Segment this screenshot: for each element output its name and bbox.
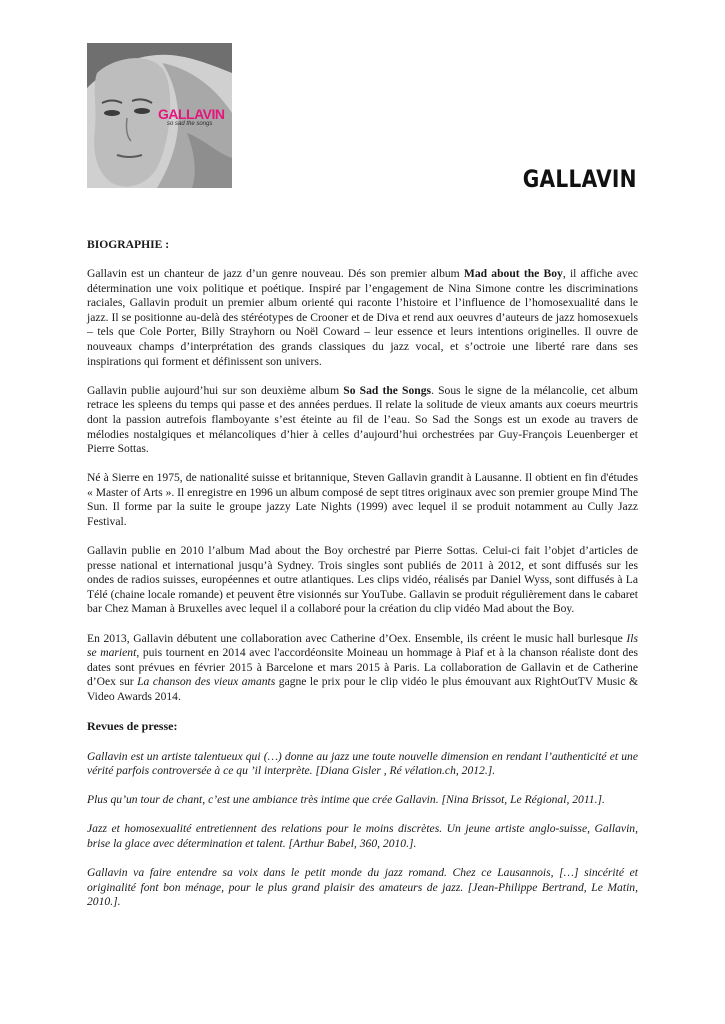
biography-paragraph-2 (87, 384, 638, 457)
biography-paragraph-3: Né à Sierre en 1975, de nationalité suisse et britannique, Steven Gallavin grandit à Lausanne. Il obtient en fin d'études « Master of Arts ». Il enregistre en 1996 un album composé de sept titres originaux avec son premier groupe Mind The Sun. Il forme par la suite le groupe jazzy Late Nights (1999) avec lequel il se produit notamment au Cully Jazz Festival. (87, 471, 638, 528)
biography-paragraph-5 (87, 632, 638, 705)
text-span: , puis tournent en 2014 avec l'accordéonsite Moineau un hommage à Piaf et à la chanson réaliste dont des dates sont prévues en février 2015 à Barcelone et mars 2015 à Paris. La collaboration de Gallavin et de Catherine d’Oex sur (87, 646, 639, 689)
text-span: En 2013, Gallavin débutent une collaboration avec Catherine d’Oex. Ensemble, ils créent le music hall burlesque (87, 631, 627, 645)
cover-title: GALLAVIN (158, 106, 225, 122)
cover-subtitle: so sad the songs (167, 121, 213, 127)
biography-paragraph-4: Gallavin publie en 2010 l’album Mad about the Boy orchestré par Pierre Sottas. Celui-ci fait l’objet d’articles de presse national et international jusqu’à Sydney. Trois singles sont publiés de 2011 à 2012, et sont diffusés sur les ondes de radios suisses, européennes et outre atlantiques. Les clips vidéo, réalisés par Daniel Wyss, sont diffusés à La Télé (chaine locale romande) et peuvent être visionnés sur YouTube. Gallavin se produit régulièrement dans le cabaret bar Chez Maman à Bruxelles avec lequel il a collaboré pour la création du clip vidéo Mad about the Boy. (87, 544, 638, 616)
clip-title: La chanson des vieux amants (137, 675, 276, 689)
press-quote: Gallavin est un artiste talentueux qui (…) donne au jazz une toute nouvelle dimension en rendant l’authenticité et une vérité parfois controversée à ce qu ’il interprète. [Diana Gisler , Ré vélation.ch, 2012.]. (87, 749, 638, 778)
document-body (87, 238, 638, 924)
album-title-so-sad-the-songs: So Sad the Songs (343, 383, 432, 397)
biography-paragraph-1 (87, 267, 638, 369)
show-title: Ils se marient (87, 631, 638, 660)
biography-heading: BIOGRAPHIE : (87, 238, 170, 251)
text-span: Gallavin publie aujourd’hui sur son deuxième album (87, 383, 344, 397)
album-title-mad-about-the-boy: Mad about the Boy (463, 267, 563, 281)
press-quote: Jazz et homosexualité entretiennent des relations pour le moins discrètes. Un jeune artiste anglo-suisse, Gallavin, brise la glace avec détermination et talent. [Arthur Babel, 360, 2010.]. (87, 822, 638, 850)
text-span: Gallavin est un chanteur de jazz d’un genre nouveau. Dés son premier album (87, 267, 464, 281)
album-cover (87, 43, 232, 188)
press-quote: Plus qu’un tour de chant, c’est une ambiance très intime que crée Gallavin. [Nina Brissot, Le Régional, 2011.]. (87, 793, 605, 807)
text-span: . Sous le signe de la mélancolie, cet album retrace les spleens du temps qui passe et des années perdues. Il relate la solitude de vieux amants aux coeurs meurtris dont la passion autrefois flamboyante s’est éteinte au fil de l’eau. So Sad the Songs est un exode au travers de mélodies nostalgiques et mélancoliques d’hier à celles d’aujourd’hui orchestrées par Guy-François Leuenberger et Pierre Sottas. (87, 383, 639, 456)
artist-title: GALLAVIN (522, 165, 637, 193)
text-span: , il affiche avec détermination une voix politique et poétique. Inspiré par l’engagement de Nina Simone contre les discriminations raciales, Gallavin produit un premier album orienté qui raconte l’histoire et l’influence de l’homosexualité dans le jazz. Il se positionne au-delà des stéréotypes de Crooner et de Diva et rend aux oeuvres d’auteurs de jazz homosexuels – tels que Cole Porter, Billy Strayhorn ou Noël Coward – leur essence et leurs intentions originelles. Il ouvre de nouveaux champs d’interprétation des grands classiques du jazz vocal, et s’octroie une liberté rare dans ses inspirations qui forment et définissent son univers. (87, 267, 638, 368)
text-span: gagne le prix pour le clip vidéo le plus émouvant aux RightOutTV Music & Video Awards 2014. (87, 675, 638, 703)
press-quote: Gallavin va faire entendre sa voix dans le petit monde du jazz romand. Chez ce Lausannois, […] sincérité et originalité font bon ménage, pour le plus grand plaisir des amateurs de jazz. [Jean-Philippe Bertrand, Le Matin, 2010.]. (87, 866, 638, 909)
press-heading: Revues de presse: (87, 719, 178, 734)
